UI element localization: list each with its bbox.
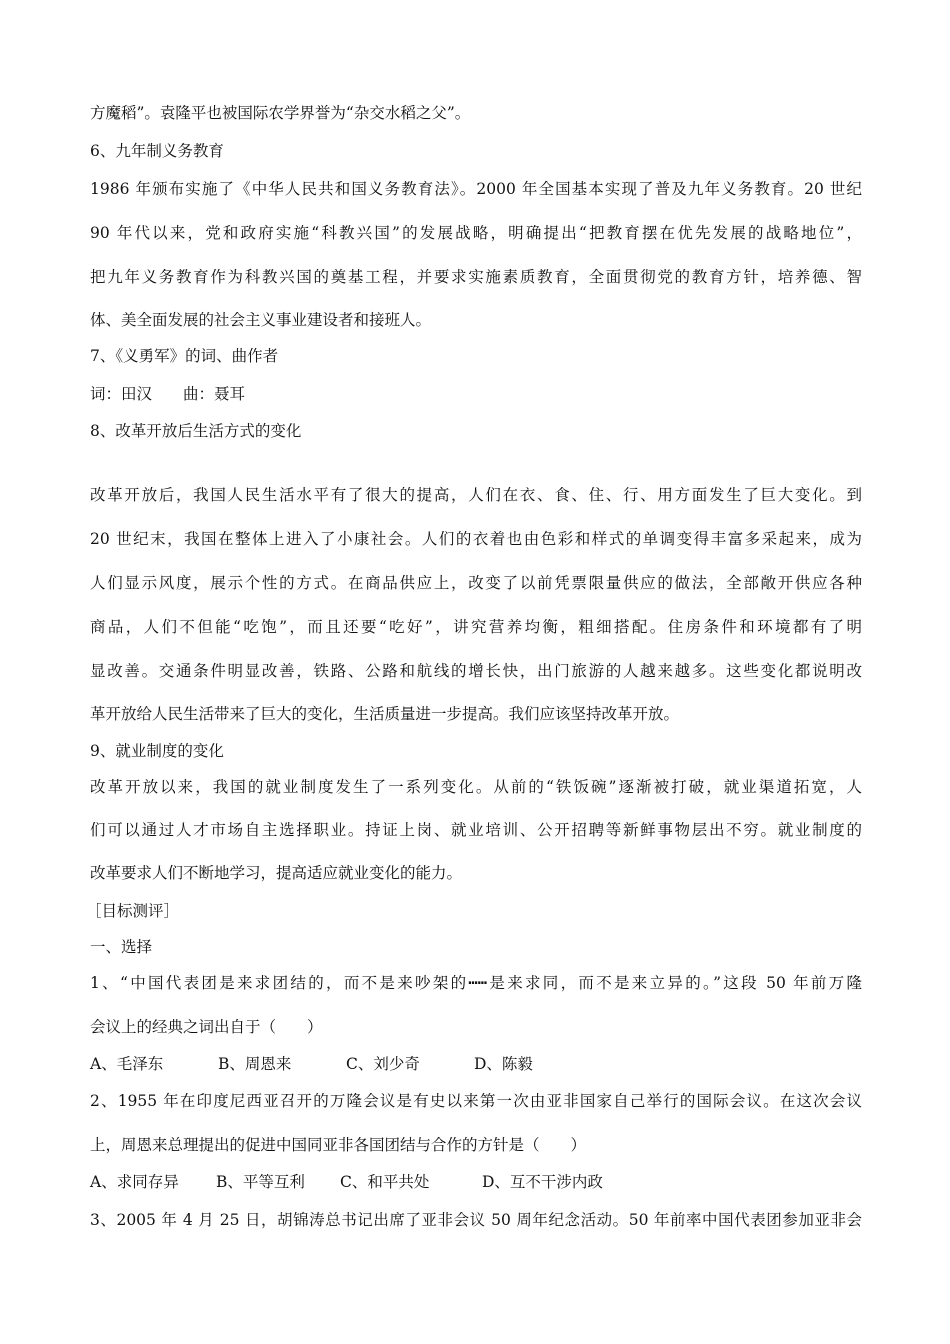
section-heading-8: 8、改革开放后生活方式的变化 xyxy=(90,422,302,440)
option-a: A、求同存异 xyxy=(90,1173,179,1191)
option-a: A、毛泽东 xyxy=(90,1055,164,1073)
paragraph-line: 改革要求人们不断地学习，提高适应就业变化的能力。 xyxy=(90,864,463,882)
paragraph-line: 把九年义务教育作为科教兴国的奠基工程，并要求实施素质教育，全面贯彻党的教育方针，培养德、智 xyxy=(90,268,862,286)
paragraph-line: 词：田汉 曲：聂耳 xyxy=(90,385,246,403)
option-d: D、陈毅 xyxy=(474,1055,533,1073)
paragraph-line: 1986 年颁布实施了《中华人民共和国义务教育法》。2000 年全国基本实现了普及九年义务教育。20 世纪 xyxy=(90,180,862,198)
paragraph-line: 改革开放后，我国人民生活水平有了很大的提高，人们在衣、食、住、行、用方面发生了巨大变化。到 xyxy=(90,486,862,504)
question-1-options xyxy=(90,1054,862,1074)
question-3-line: 3、2005 年 4 月 25 日，胡锦涛总书记出席了亚非会议 50 周年纪念活动。50 年前率中国代表团参加亚非会 xyxy=(90,1211,862,1229)
option-c: C、和平共处 xyxy=(340,1173,430,1191)
paragraph-line: 方魔稻”。袁隆平也被国际农学界誉为“杂交水稻之父”。 xyxy=(90,104,471,122)
option-c: C、刘少奇 xyxy=(346,1055,420,1073)
question-2-line: 2、1955 年在印度尼西亚召开的万隆会议是有史以来第一次由亚非国家自己举行的国际会议。在这次会议 xyxy=(90,1092,862,1110)
question-1-line: 1、“中国代表团是来求团结的，而不是来吵架的┅┅是来求同，而不是来立异的。”这段 50 年前万隆 xyxy=(90,974,862,992)
section-heading-6: 6、九年制义务教育 xyxy=(90,142,224,160)
paragraph-line: 改革开放以来，我国的就业制度发生了一系列变化。从前的“铁饭碗”逐渐被打破，就业渠道拓宽，人 xyxy=(90,778,862,796)
section-heading-9: 9、就业制度的变化 xyxy=(90,742,224,760)
section-heading-assessment: ［目标测评］ xyxy=(86,902,180,920)
paragraph-line: 革开放给人民生活带来了巨大的变化，生活质量进一步提高。我们应该坚持改革开放。 xyxy=(90,705,680,723)
option-b: B、平等互利 xyxy=(216,1173,305,1191)
section-heading-choice: 一、选择 xyxy=(90,938,153,956)
question-1-line: 会议上的经典之词出自于（ ） xyxy=(90,1018,323,1036)
option-d: D、互不干涉内政 xyxy=(482,1173,603,1191)
paragraph-line: 90 年代以来，党和政府实施“科教兴国”的发展战略，明确提出“把教育摆在优先发展的战略地位”， xyxy=(90,224,862,242)
question-2-line: 上，周恩来总理提出的促进中国同亚非各国团结与合作的方针是（ ） xyxy=(90,1136,587,1154)
paragraph-line: 20 世纪末，我国在整体上进入了小康社会。人们的衣着也由色彩和样式的单调变得丰富多采起来，成为 xyxy=(90,530,862,548)
paragraph-line: 人们显示风度，展示个性的方式。在商品供应上，改变了以前凭票限量供应的做法，全部敞开供应各种 xyxy=(90,574,862,592)
paragraph-line: 商品，人们不但能“吃饱”，而且还要“吃好”，讲究营养均衡，粗细搭配。住房条件和环境都有了明 xyxy=(90,618,862,636)
paragraph-line: 显改善。交通条件明显改善，铁路、公路和航线的增长快，出门旅游的人越来越多。这些变化都说明改 xyxy=(90,662,862,680)
question-2-options xyxy=(90,1172,862,1192)
option-b: B、周恩来 xyxy=(218,1055,292,1073)
paragraph-line: 体、美全面发展的社会主义事业建设者和接班人。 xyxy=(90,311,432,329)
section-heading-7: 7、《义勇军》的词、曲作者 xyxy=(90,347,279,365)
paragraph-line: 们可以通过人才市场自主选择职业。持证上岗、就业培训、公开招聘等新鲜事物层出不穷。就业制度的 xyxy=(90,821,862,839)
